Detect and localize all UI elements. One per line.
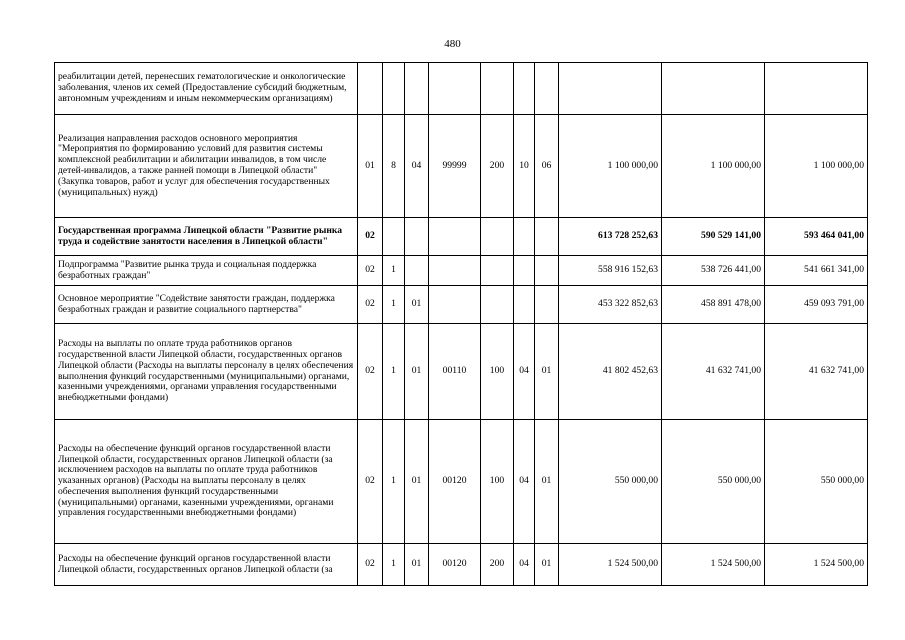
program-code-cell: 02 <box>358 256 383 286</box>
section-code-cell <box>514 218 535 256</box>
program-code-cell: 01 <box>358 115 383 218</box>
subprogram-code-cell: 1 <box>383 256 405 286</box>
amount-year3-cell <box>765 63 868 115</box>
description-cell: Расходы на обеспечение функций органов государственной власти Липецкой области, государственных органов Липецкой области (за исключением расходов на выплаты по оплате труда работников указанных органов) (Расходы на выплаты персоналу в целях обеспечения выполнения функций государственными (муниципальными) органами, казенными учреждениями, органами управления государственными внебюджетными фондами) <box>55 420 358 544</box>
amount-year2-cell: 550 000,00 <box>662 420 765 544</box>
amount-year2-cell: 41 632 741,00 <box>662 324 765 420</box>
expense-type-code-cell <box>481 256 514 286</box>
section-code-cell <box>514 63 535 115</box>
amount-year1-cell: 558 916 152,63 <box>559 256 662 286</box>
program-code-cell: 02 <box>358 420 383 544</box>
amount-year2-cell: 458 891 478,00 <box>662 286 765 324</box>
program-code-cell <box>358 63 383 115</box>
main-activity-code-cell: 01 <box>405 544 429 586</box>
amount-year2-cell: 1 100 000,00 <box>662 115 765 218</box>
table-row <box>55 286 868 324</box>
direction-code-cell <box>429 256 481 286</box>
subsection-code-cell: 01 <box>535 544 559 586</box>
section-code-cell: 04 <box>514 324 535 420</box>
budget-table <box>54 62 868 586</box>
amount-year3-cell: 459 093 791,00 <box>765 286 868 324</box>
expense-type-code-cell <box>481 218 514 256</box>
section-code-cell: 10 <box>514 115 535 218</box>
main-activity-code-cell: 01 <box>405 286 429 324</box>
direction-code-cell: 00110 <box>429 324 481 420</box>
subsection-code-cell <box>535 63 559 115</box>
program-code-cell: 02 <box>358 324 383 420</box>
subprogram-code-cell <box>383 218 405 256</box>
expense-type-code-cell: 200 <box>481 544 514 586</box>
main-activity-code-cell: 04 <box>405 115 429 218</box>
expense-type-code-cell <box>481 286 514 324</box>
section-code-cell: 04 <box>514 420 535 544</box>
main-activity-code-cell: 01 <box>405 324 429 420</box>
direction-code-cell <box>429 218 481 256</box>
table-row <box>55 256 868 286</box>
description-cell: реабилитации детей, перенесших гематологические и онкологические заболевания, членов их семей (Предоставление субсидий бюджетным, автономным учреждениям и иным некоммерческим организациям) <box>55 63 358 115</box>
amount-year2-cell: 538 726 441,00 <box>662 256 765 286</box>
table-row <box>55 420 868 544</box>
amount-year2-cell <box>662 63 765 115</box>
table-body <box>55 63 868 586</box>
amount-year1-cell: 613 728 252,63 <box>559 218 662 256</box>
amount-year3-cell: 541 661 341,00 <box>765 256 868 286</box>
expense-type-code-cell: 100 <box>481 420 514 544</box>
amount-year3-cell: 550 000,00 <box>765 420 868 544</box>
direction-code-cell <box>429 63 481 115</box>
section-code-cell <box>514 286 535 324</box>
direction-code-cell: 99999 <box>429 115 481 218</box>
main-activity-code-cell <box>405 63 429 115</box>
table-row <box>55 63 868 115</box>
main-activity-code-cell <box>405 218 429 256</box>
amount-year1-cell: 550 000,00 <box>559 420 662 544</box>
subprogram-code-cell: 8 <box>383 115 405 218</box>
subprogram-code-cell: 1 <box>383 420 405 544</box>
amount-year3-cell: 1 100 000,00 <box>765 115 868 218</box>
subsection-code-cell <box>535 218 559 256</box>
program-code-cell: 02 <box>358 286 383 324</box>
subsection-code-cell <box>535 256 559 286</box>
amount-year2-cell: 590 529 141,00 <box>662 218 765 256</box>
amount-year2-cell: 1 524 500,00 <box>662 544 765 586</box>
subprogram-code-cell: 1 <box>383 324 405 420</box>
amount-year1-cell: 1 100 000,00 <box>559 115 662 218</box>
amount-year1-cell: 453 322 852,63 <box>559 286 662 324</box>
description-cell: Подпрограмма "Развитие рынка труда и социальная поддержка безработных граждан" <box>55 256 358 286</box>
program-code-cell: 02 <box>358 218 383 256</box>
table-row <box>55 115 868 218</box>
subsection-code-cell: 01 <box>535 420 559 544</box>
subsection-code-cell: 01 <box>535 324 559 420</box>
main-activity-code-cell: 01 <box>405 420 429 544</box>
description-cell: Расходы на обеспечение функций органов государственной власти Липецкой области, государственных органов Липецкой области (за <box>55 544 358 586</box>
amount-year3-cell: 593 464 041,00 <box>765 218 868 256</box>
direction-code-cell <box>429 286 481 324</box>
amount-year1-cell: 1 524 500,00 <box>559 544 662 586</box>
subprogram-code-cell <box>383 63 405 115</box>
amount-year1-cell <box>559 63 662 115</box>
expense-type-code-cell: 100 <box>481 324 514 420</box>
description-cell: Реализация направления расходов основного мероприятия "Мероприятия по формированию условий для развития системы комплексной реабилитации и абилитации инвалидов, в том числе детей-инвалидов, а также ранней помощи в Липецкой области" (Закупка товаров, работ и услуг для обеспечения государственных (муниципальных) нужд) <box>55 115 358 218</box>
main-activity-code-cell <box>405 256 429 286</box>
table-row <box>55 544 868 586</box>
description-cell: Основное мероприятие "Содействие занятости граждан, поддержка безработных граждан и развитие социального партнерства" <box>55 286 358 324</box>
amount-year1-cell: 41 802 452,63 <box>559 324 662 420</box>
description-cell: Расходы на выплаты по оплате труда работников органов государственной власти Липецкой области, государственных органов Липецкой области (Расходы на выплаты персоналу в целях обеспечения выполнения функций государственными (муниципальными) органами, казенными учреждениями, органами управления государственными внебюджетными фондами) <box>55 324 358 420</box>
subsection-code-cell <box>535 286 559 324</box>
direction-code-cell: 00120 <box>429 420 481 544</box>
direction-code-cell: 00120 <box>429 544 481 586</box>
page-number: 480 <box>444 38 461 50</box>
section-code-cell <box>514 256 535 286</box>
subprogram-code-cell: 1 <box>383 286 405 324</box>
subprogram-code-cell: 1 <box>383 544 405 586</box>
description-cell: Государственная программа Липецкой области "Развитие рынка труда и содействие занятости населения в Липецкой области" <box>55 218 358 256</box>
expense-type-code-cell <box>481 63 514 115</box>
amount-year3-cell: 1 524 500,00 <box>765 544 868 586</box>
expense-type-code-cell: 200 <box>481 115 514 218</box>
subsection-code-cell: 06 <box>535 115 559 218</box>
table-row <box>55 218 868 256</box>
program-code-cell: 02 <box>358 544 383 586</box>
amount-year3-cell: 41 632 741,00 <box>765 324 868 420</box>
table-row <box>55 324 868 420</box>
section-code-cell: 04 <box>514 544 535 586</box>
